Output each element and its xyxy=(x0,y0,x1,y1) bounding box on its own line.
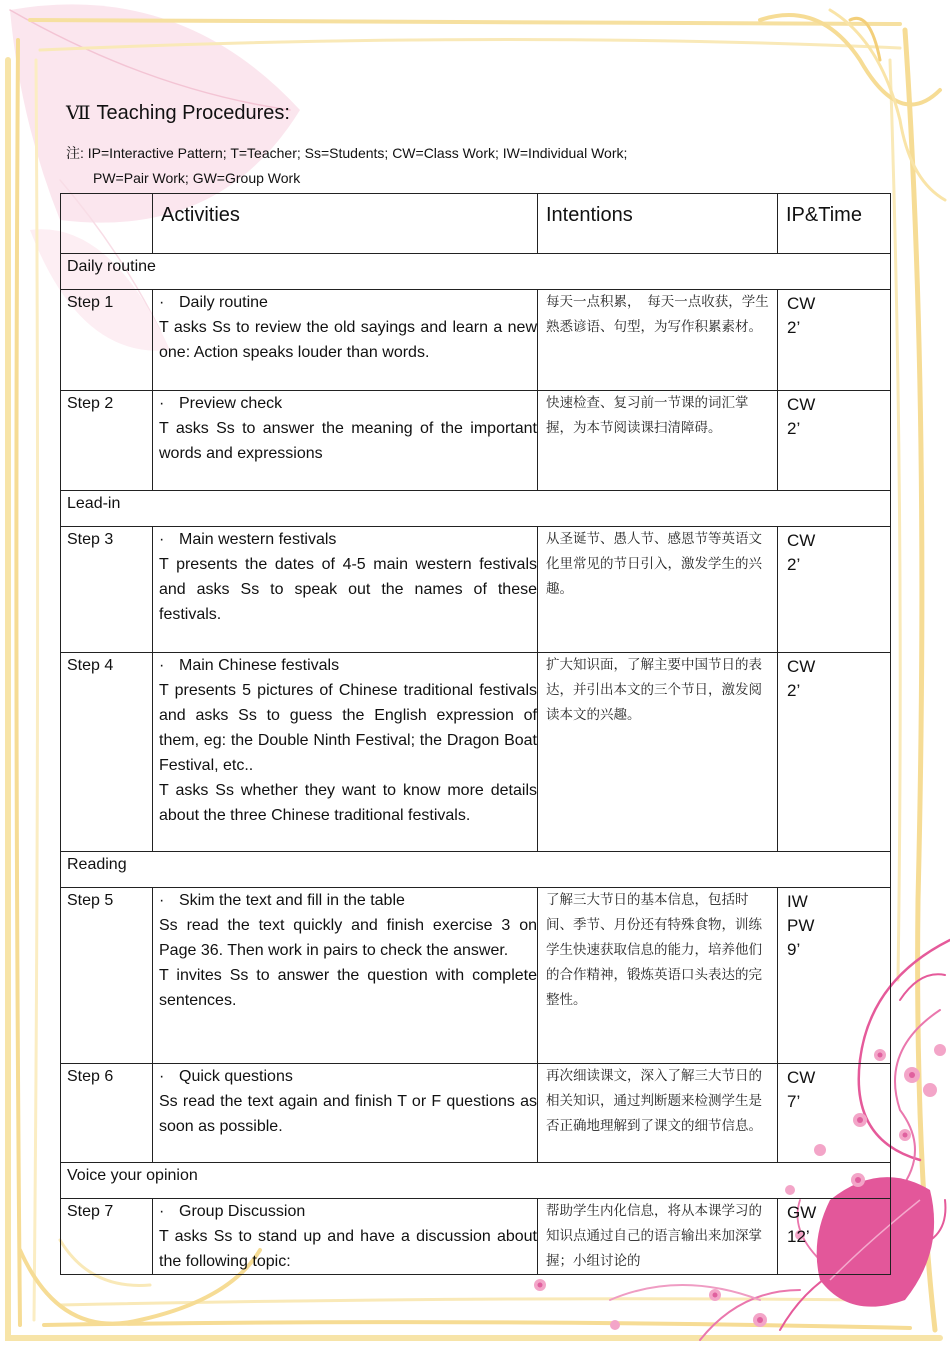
activity-description: T asks Ss to review the old sayings and learn a new one: Action speaks louder than words. xyxy=(159,319,537,361)
abbreviation-note-line-2: PW=Pair Work; GW=Group Work xyxy=(93,170,301,186)
activity-description: T asks Ss to answer the meaning of the important words and expressions xyxy=(159,420,537,462)
ip-time-value: 2’ xyxy=(787,318,801,337)
activity-title-text: Group Discussion xyxy=(179,1203,306,1220)
activity-title-text: Skim the text and fill in the table xyxy=(179,892,405,909)
activity-title xyxy=(159,527,537,552)
ip-time-value: 2’ xyxy=(787,681,801,700)
activity-cell xyxy=(153,391,538,491)
ip-time-value: CW xyxy=(787,657,816,676)
ip-time-value: CW xyxy=(787,395,816,414)
activity-title-text: Daily routine xyxy=(179,294,268,311)
activity-description: Ss read the text quickly and finish exercise 3 on Page 36. Then work in pairs to check the answer. xyxy=(159,917,537,959)
activity-title xyxy=(159,391,537,416)
intention-cell: 帮助学生内化信息，将从本课学习的知识点通过自己的语言输出来加深掌握；小组讨论的 xyxy=(538,1199,778,1275)
activity-description: Ss read the text again and finish T or F questions as soon as possible. xyxy=(159,1093,537,1135)
activity-cell xyxy=(153,527,538,653)
activity-cell xyxy=(153,1199,538,1275)
roman-numeral: Ⅶ xyxy=(66,102,91,124)
activity-title xyxy=(159,1064,537,1089)
step-label: Step 3 xyxy=(61,527,153,653)
bullet-icon: · xyxy=(159,531,165,548)
intention-cell: 再次细读课文，深入了解三大节日的相关知识，通过判断题来检测学生是否正确地理解到了课文的细节信息。 xyxy=(538,1064,778,1163)
activity-cell xyxy=(153,1064,538,1163)
ip-time-cell xyxy=(778,653,891,852)
intention-cell: 快速检查、复习前一节课的词汇掌握，为本节阅读课扫清障碍。 xyxy=(538,391,778,491)
ip-time-cell xyxy=(778,290,891,391)
section-heading-text: Teaching Procedures: xyxy=(96,102,290,124)
ip-time-value: CW xyxy=(787,294,816,313)
step-label: Step 4 xyxy=(61,653,153,852)
step-label: Step 1 xyxy=(61,290,153,391)
bullet-icon: · xyxy=(159,892,165,909)
section-heading xyxy=(66,102,290,125)
step-row xyxy=(61,391,891,491)
section-row xyxy=(61,491,891,527)
teaching-procedures-table xyxy=(60,193,891,1275)
header-cell-ip-time: IP&Time xyxy=(778,194,891,254)
intention-cell: 每天一点积累， 每天一点收获，学生熟悉谚语、句型，为写作积累素材。 xyxy=(538,290,778,391)
step-row xyxy=(61,527,891,653)
ip-time-cell xyxy=(778,888,891,1064)
ip-time-value: PW xyxy=(787,916,815,935)
step-row xyxy=(61,1064,891,1163)
activity-title xyxy=(159,888,537,913)
bullet-icon: · xyxy=(159,657,165,674)
step-row xyxy=(61,1199,891,1275)
table-header-row xyxy=(61,194,891,254)
step-label: Step 2 xyxy=(61,391,153,491)
section-row xyxy=(61,254,891,290)
activity-cell xyxy=(153,290,538,391)
section-label: Voice your opinion xyxy=(61,1163,891,1199)
activity-description: T presents the dates of 4-5 main western festivals and asks Ss to speak out the names of these festivals. xyxy=(159,556,537,623)
intention-cell: 扩大知识面，了解主要中国节日的表达，并引出本文的三个节日，激发阅读本文的兴趣。 xyxy=(538,653,778,852)
section-label: Reading xyxy=(61,852,891,888)
activity-title xyxy=(159,1199,537,1224)
bullet-icon: · xyxy=(159,1203,165,1220)
step-row xyxy=(61,653,891,852)
ip-time-cell xyxy=(778,391,891,491)
activity-cell xyxy=(153,653,538,852)
activity-title-text: Main western festivals xyxy=(179,531,337,548)
ip-time-value: 2’ xyxy=(787,555,801,574)
ip-time-value: 9’ xyxy=(787,940,801,959)
bullet-icon: · xyxy=(159,1068,165,1085)
activity-title-text: Preview check xyxy=(179,395,283,412)
activity-description: T asks Ss whether they want to know more details about the three Chinese traditional festivals. xyxy=(159,782,537,824)
ip-time-value: CW xyxy=(787,1068,816,1087)
activity-description: T invites Ss to answer the question with complete sentences. xyxy=(159,967,537,1009)
activity-title xyxy=(159,290,537,315)
ip-time-value: CW xyxy=(787,531,816,550)
intention-cell: 从圣诞节、愚人节、感恩节等英语文化里常见的节日引入，激发学生的兴趣。 xyxy=(538,527,778,653)
section-row xyxy=(61,1163,891,1199)
section-label: Daily routine xyxy=(61,254,891,290)
activity-cell xyxy=(153,888,538,1064)
activity-title-text: Main Chinese festivals xyxy=(179,657,340,674)
ip-time-value: 2’ xyxy=(787,419,801,438)
section-row xyxy=(61,852,891,888)
step-label: Step 7 xyxy=(61,1199,153,1275)
step-row xyxy=(61,290,891,391)
ip-time-value: GW xyxy=(787,1203,817,1222)
header-cell-intentions: Intentions xyxy=(538,194,778,254)
step-label: Step 5 xyxy=(61,888,153,1064)
ip-time-cell xyxy=(778,1064,891,1163)
bullet-icon: · xyxy=(159,395,165,412)
header-cell-activities: Activities xyxy=(153,194,538,254)
activity-title xyxy=(159,653,537,678)
ip-time-cell xyxy=(778,527,891,653)
step-row xyxy=(61,888,891,1064)
abbreviation-note-line-1: 注: IP=Interactive Pattern; T=Teacher; Ss=Students; CW=Class Work; IW=Individual Work; xyxy=(66,145,628,161)
step-label: Step 6 xyxy=(61,1064,153,1163)
activity-description: T asks Ss to stand up and have a discussion about the following topic: xyxy=(159,1228,537,1270)
ip-time-value: IW xyxy=(787,892,808,911)
ip-time-cell xyxy=(778,1199,891,1275)
intention-cell: 了解三大节日的基本信息，包括时间、季节、月份还有特殊食物，训练学生快速获取信息的能力，培养他们的合作精神，锻炼英语口头表达的完整性。 xyxy=(538,888,778,1064)
ip-time-value: 7’ xyxy=(787,1092,801,1111)
activity-description: T presents 5 pictures of Chinese traditional festivals and asks Ss to guess the English expression of them, eg: the Double Ninth Festival; the Dragon Boat Festival, etc.. xyxy=(159,682,537,774)
activity-title-text: Quick questions xyxy=(179,1068,293,1085)
ip-time-value: 12’ xyxy=(787,1227,810,1246)
section-label: Lead-in xyxy=(61,491,891,527)
bullet-icon: · xyxy=(159,294,165,311)
header-cell-step xyxy=(61,194,153,254)
